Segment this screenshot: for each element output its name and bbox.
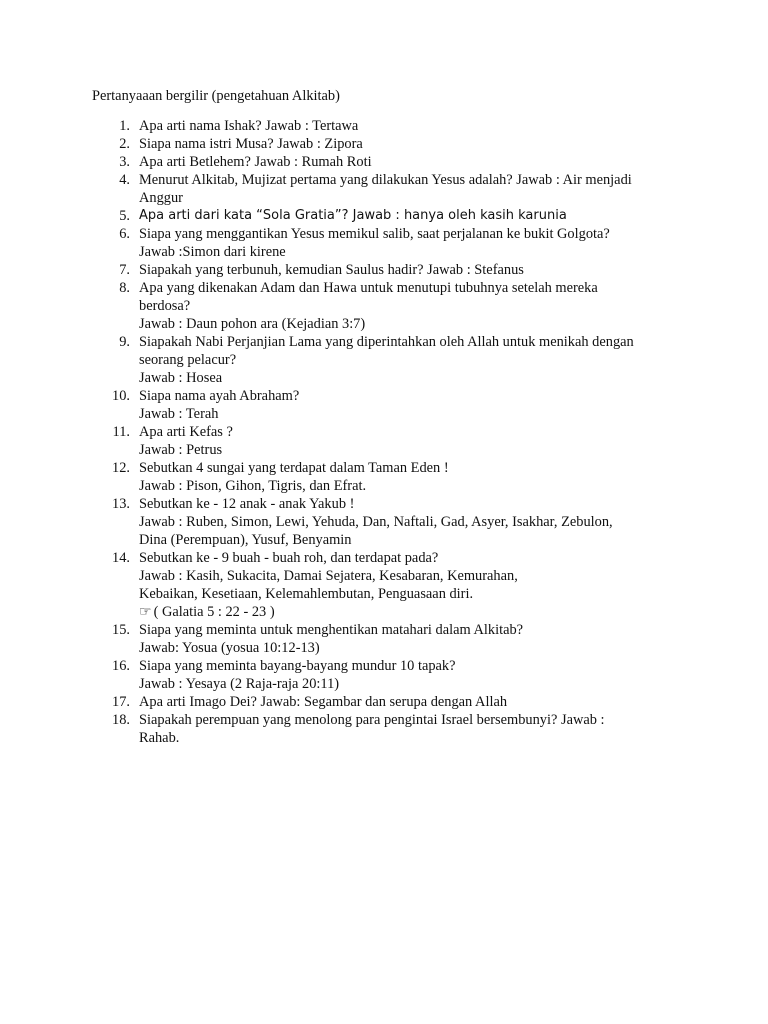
- item-number: 7.: [119, 262, 130, 278]
- question-text: Siapa nama istri Musa? Jawab : Zipora: [139, 136, 363, 152]
- item-number: 15.: [112, 622, 130, 638]
- item-number: 14.: [112, 550, 130, 566]
- list-item: [100, 261, 700, 279]
- list-item: [100, 657, 700, 693]
- answer-text: berdosa?: [139, 298, 191, 314]
- scripture-reference-text: ( Galatia 5 : 22 - 23 ): [153, 604, 275, 620]
- item-number: 3.: [119, 154, 130, 170]
- question-text: Siapa yang meminta bayang-bayang mundur 10 tapak?: [139, 658, 456, 674]
- answer-text: Jawab : Daun pohon ara (Kejadian 3:7): [139, 316, 366, 332]
- list-item: [100, 621, 700, 657]
- answer-text: Jawab : Terah: [139, 406, 219, 422]
- question-text: Apa arti nama Ishak? Jawab : Tertawa: [139, 118, 359, 134]
- answer-text: Jawab : Ruben, Simon, Lewi, Yehuda, Dan, Naftali, Gad, Asyer, Isakhar, Zebulon,: [139, 514, 613, 530]
- answer-text: Jawab : Kasih, Sukacita, Damai Sejatera, Kesabaran, Kemurahan,: [139, 568, 518, 584]
- question-text: Siapa yang meminta untuk menghentikan matahari dalam Alkitab?: [139, 622, 524, 638]
- item-number: 9.: [119, 334, 130, 350]
- question-text: Siapa yang menggantikan Yesus memikul salib, saat perjalanan ke bukit Golgota?: [139, 226, 610, 242]
- item-number: 2.: [119, 136, 130, 152]
- answer-text: Dina (Perempuan), Yusuf, Benyamin: [139, 532, 352, 548]
- answer-text: Jawab : Hosea: [139, 370, 223, 386]
- list-item: [100, 117, 700, 135]
- list-item: [100, 225, 700, 261]
- question-text: Apa arti Imago Dei? Jawab: Segambar dan serupa dengan Allah: [139, 694, 508, 710]
- question-text: Apa arti dari kata “Sola Gratia”? Jawab : hanya oleh kasih karunia: [139, 208, 567, 223]
- item-number: 18.: [112, 712, 130, 728]
- list-item: [100, 423, 700, 459]
- question-text: Siapakah Nabi Perjanjian Lama yang diperintahkan oleh Allah untuk menikah dengan: [139, 334, 634, 350]
- list-item: [100, 693, 700, 711]
- list-item: [100, 387, 700, 423]
- question-list: [100, 117, 700, 747]
- question-text: Menurut Alkitab, Mujizat pertama yang dilakukan Yesus adalah? Jawab : Air menjadi: [139, 172, 632, 188]
- answer-text: Jawab : Pison, Gihon, Tigris, dan Efrat.: [139, 478, 367, 494]
- question-text: Sebutkan ke - 12 anak - anak Yakub !: [139, 496, 355, 512]
- item-number: 13.: [112, 496, 130, 512]
- item-number: 1.: [119, 118, 130, 134]
- question-text: Siapakah perempuan yang menolong para pengintai Israel bersembunyi? Jawab :: [139, 712, 605, 728]
- list-item: [100, 153, 700, 171]
- list-item: [100, 459, 700, 495]
- answer-text: Anggur: [139, 190, 183, 206]
- item-number: 10.: [112, 388, 130, 404]
- list-item: [100, 207, 700, 225]
- item-number: 8.: [119, 280, 130, 296]
- pointing-hand-icon: ☞: [139, 604, 152, 620]
- answer-text: Kebaikan, Kesetiaan, Kelemahlembutan, Penguasaan diri.: [139, 586, 474, 602]
- question-text: Apa arti Kefas ?: [139, 424, 233, 440]
- list-item: [100, 279, 700, 333]
- item-number: 16.: [112, 658, 130, 674]
- list-item: [100, 171, 700, 207]
- question-text: Apa arti Betlehem? Jawab : Rumah Roti: [139, 154, 372, 170]
- question-text: Sebutkan 4 sungai yang terdapat dalam Taman Eden !: [139, 460, 449, 476]
- item-number: 5.: [119, 208, 130, 224]
- list-item: [100, 135, 700, 153]
- answer-text: Jawab: Yosua (yosua 10:12-13): [139, 640, 320, 656]
- list-item: [100, 711, 700, 747]
- question-text: Apa yang dikenakan Adam dan Hawa untuk menutupi tubuhnya setelah mereka: [139, 280, 598, 296]
- question-text: Siapakah yang terbunuh, kemudian Saulus hadir? Jawab : Stefanus: [139, 262, 524, 278]
- question-text: Siapa nama ayah Abraham?: [139, 388, 300, 404]
- answer-text: Jawab : Petrus: [139, 442, 223, 458]
- answer-text: Rahab.: [139, 730, 180, 746]
- list-item: [100, 333, 700, 387]
- item-number: 11.: [112, 424, 130, 440]
- scripture-reference: [139, 603, 700, 621]
- item-number: 6.: [119, 226, 130, 242]
- list-item: [100, 549, 700, 621]
- page-title: Pertanyaaan bergilir (pengetahuan Alkitab): [92, 88, 340, 104]
- answer-text: Jawab : Yesaya (2 Raja-raja 20:11): [139, 676, 340, 692]
- question-text: Sebutkan ke - 9 buah - buah roh, dan terdapat pada?: [139, 550, 439, 566]
- answer-text: seorang pelacur?: [139, 352, 237, 368]
- item-number: 4.: [119, 172, 130, 188]
- item-number: 12.: [112, 460, 130, 476]
- item-number: 17.: [112, 694, 130, 710]
- list-item: [100, 495, 700, 549]
- answer-text: Jawab :Simon dari kirene: [139, 244, 286, 260]
